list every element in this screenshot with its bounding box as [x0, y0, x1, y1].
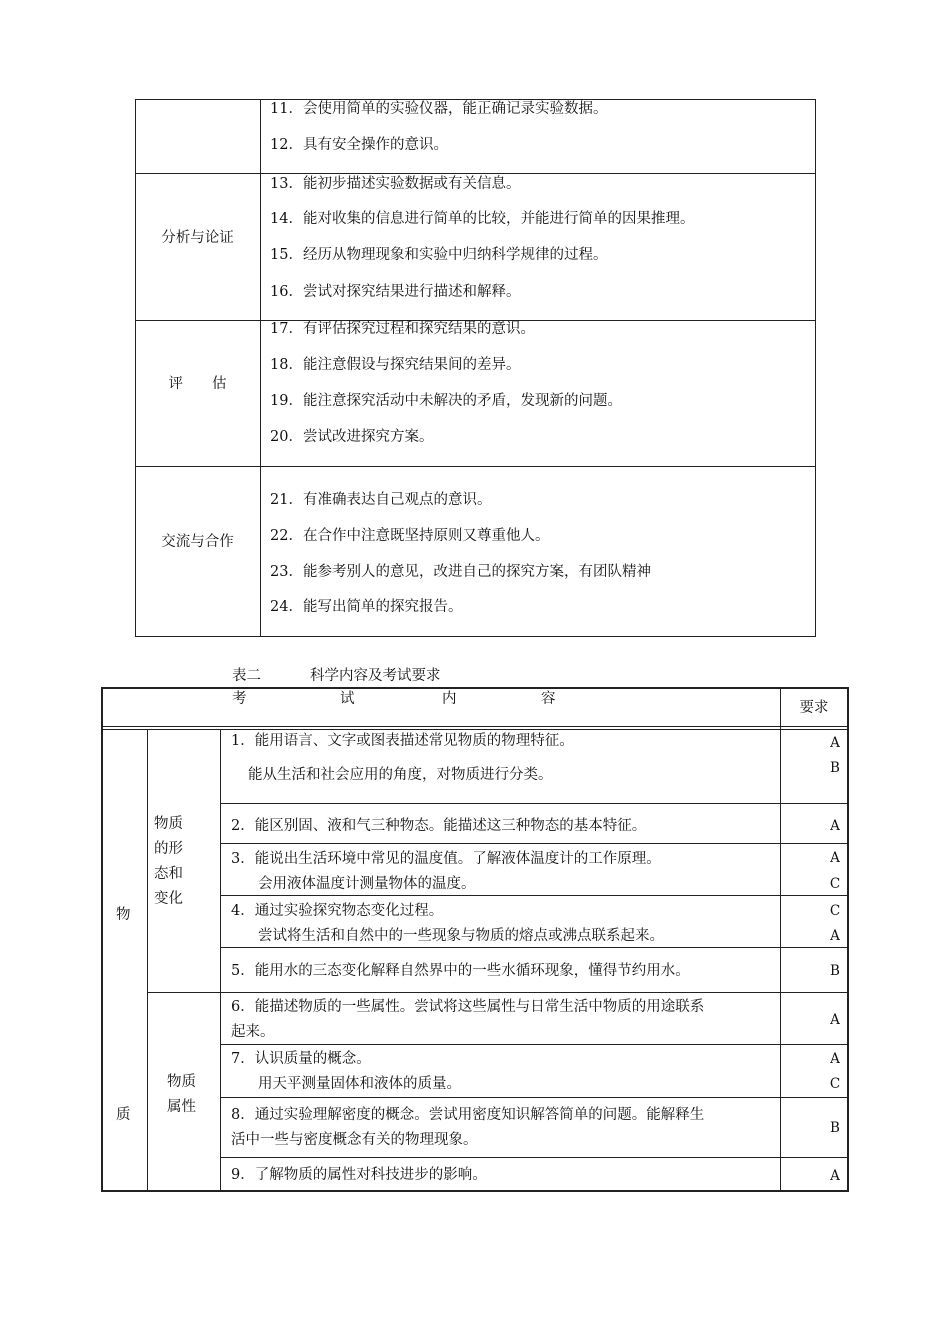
requirement-level: B: [830, 1120, 840, 1136]
item-text: 24．能写出简单的探究报告。: [270, 599, 463, 615]
item-text: 12．具有安全操作的意识。: [270, 137, 448, 153]
item-text: 15．经历从物理现象和实验中归纳科学规律的过程。: [270, 247, 608, 263]
item-text: 起来。: [231, 1024, 275, 1040]
item-text: 1．能用语言、文字或图表描述常见物质的物理特征。: [231, 733, 574, 749]
requirement-level: C: [829, 1076, 841, 1092]
item-text: 7．认识质量的概念。: [231, 1051, 371, 1067]
item-text: 尝试将生活和自然中的一些现象与物质的熔点或沸点联系起来。: [258, 928, 664, 944]
item-text: 6．能描述物质的一些属性。尝试将这些属性与日常生活中物质的用途联系: [231, 999, 705, 1015]
table-caption-label: 表二: [232, 668, 261, 684]
category-analysis: 分析与论证: [161, 230, 234, 246]
item-text: 19．能注意探究活动中未解决的矛盾，发现新的问题。: [270, 393, 622, 409]
item-text: 活中一些与密度概念有关的物理现象。: [231, 1132, 478, 1148]
requirement-level: A: [830, 1012, 840, 1028]
header-requirement: 要求: [799, 700, 829, 716]
item-text: 23．能参考别人的意见，改进自己的探究方案，有团队精神: [270, 564, 651, 580]
subcategory-line: 态和: [154, 866, 183, 882]
requirement-level: C: [829, 903, 841, 919]
item-text: 17．有评估探究过程和探究结果的意识。: [270, 321, 535, 337]
main-category-char: 物: [116, 907, 131, 923]
header-char: 内: [442, 691, 457, 707]
requirement-level: A: [830, 735, 840, 751]
header-char: 考: [232, 691, 247, 707]
main-category-char: 质: [116, 1107, 131, 1123]
item-text: 2．能区别固、液和气三种物态。能描述这三种物态的基本特征。: [231, 818, 647, 834]
item-text: 14．能对收集的信息进行简单的比较，并能进行简单的因果推理。: [270, 211, 695, 227]
requirement-level: A: [830, 1051, 840, 1067]
requirement-level: A: [830, 818, 840, 834]
item-text: 21．有准确表达自己观点的意识。: [270, 492, 492, 508]
subcategory-line: 属性: [167, 1099, 196, 1115]
item-text: 18．能注意假设与探究结果间的差异。: [270, 357, 521, 373]
item-text: 9．了解物质的属性对科技进步的影响。: [231, 1167, 487, 1183]
requirement-level: A: [830, 850, 840, 866]
header-char: 试: [340, 691, 355, 707]
requirement-level: A: [830, 1168, 840, 1184]
category-communication: 交流与合作: [161, 534, 234, 550]
item-text: 3．能说出生活环境中常见的温度值。了解液体温度计的工作原理。: [231, 851, 661, 867]
item-text: 13．能初步描述实验数据或有关信息。: [270, 176, 521, 192]
item-text: 能从生活和社会应用的角度，对物质进行分类。: [248, 767, 553, 783]
subcategory-line: 的形: [154, 841, 183, 857]
requirement-level: B: [830, 760, 840, 776]
header-char: 容: [541, 691, 556, 707]
requirement-level: C: [829, 876, 841, 892]
item-text: 20．尝试改进探究方案。: [270, 429, 434, 445]
subcategory-line: 物质: [154, 816, 183, 832]
item-text: 用天平测量固体和液体的质量。: [258, 1076, 461, 1092]
item-text: 8．通过实验理解密度的概念。尝试用密度知识解答简单的问题。能解释生: [231, 1107, 705, 1123]
subcategory-line: 物质: [167, 1074, 196, 1090]
subcategory-line: 变化: [154, 891, 183, 907]
item-text: 16．尝试对探究结果进行描述和解释。: [270, 284, 521, 300]
item-text: 11．会使用简单的实验仪器，能正确记录实验数据。: [270, 101, 608, 117]
requirement-level: B: [830, 963, 840, 979]
category-evaluation: 评 估: [168, 376, 227, 392]
item-text: 22．在合作中注意既坚持原则又尊重他人。: [270, 528, 550, 544]
item-text: 5．能用水的三态变化解释自然界中的一些水循环现象，懂得节约用水。: [231, 963, 690, 979]
item-text: 会用液体温度计测量物体的温度。: [258, 876, 476, 892]
requirement-level: A: [830, 928, 840, 944]
table-caption-title: 科学内容及考试要求: [310, 668, 441, 684]
item-text: 4．通过实验探究物态变化过程。: [231, 903, 444, 919]
